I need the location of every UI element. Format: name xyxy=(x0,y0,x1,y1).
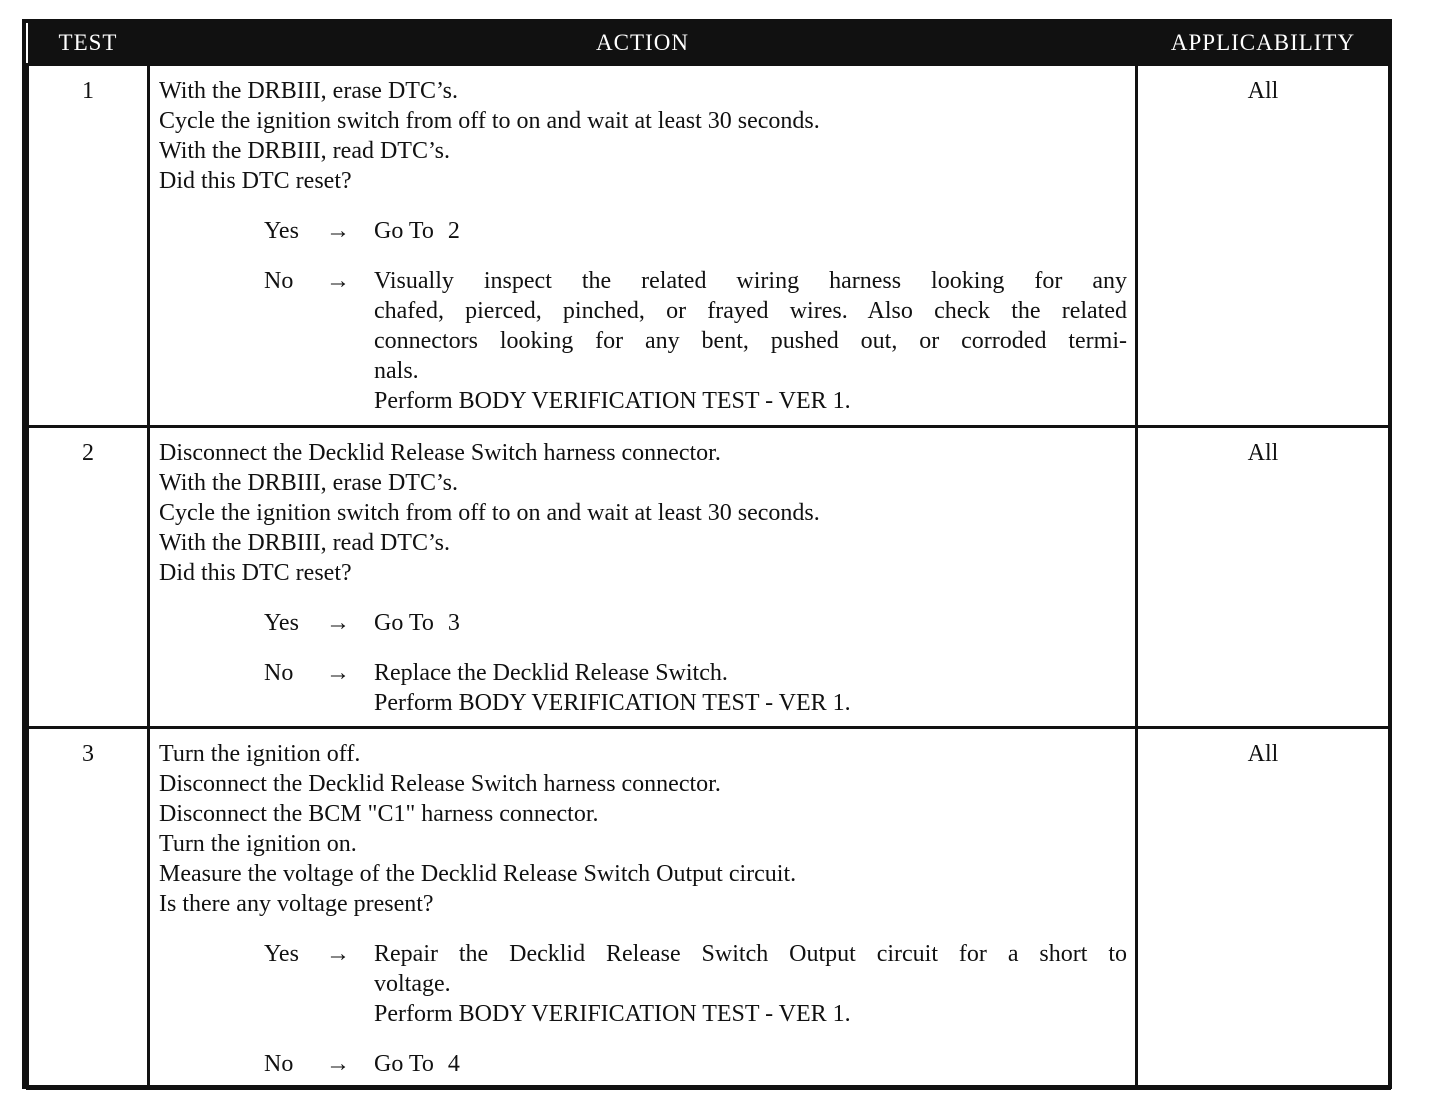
no-result xyxy=(374,1049,1127,1079)
action-step: Turn the ignition on. xyxy=(159,831,357,857)
goto-number: 2 xyxy=(447,218,460,244)
no-label: No xyxy=(264,1051,294,1077)
test-number: 1 xyxy=(28,65,149,427)
arrow-icon: → xyxy=(326,218,350,244)
arrow-icon: → xyxy=(326,1051,350,1077)
result-line: chafed, pierced, pinched, or frayed wires. Also check the related xyxy=(374,298,1127,324)
header-action: ACTION xyxy=(149,23,1137,65)
diagnostic-test-table xyxy=(22,19,1392,1089)
applicability-cell: All xyxy=(1137,427,1390,728)
applicability-cell: All xyxy=(1137,728,1390,1089)
action-step: Disconnect the Decklid Release Switch harness connector. xyxy=(159,771,721,797)
action-cell xyxy=(149,65,1137,427)
action-step: Turn the ignition off. xyxy=(159,741,361,767)
goto-label: Go To xyxy=(374,1051,434,1077)
result-line: Repair the Decklid Release Switch Output circuit for a short to xyxy=(374,941,1127,967)
table-row xyxy=(28,65,1390,427)
no-label: No xyxy=(264,268,294,294)
action-step: Did this DTC reset? xyxy=(159,168,352,194)
yes-result xyxy=(374,216,1127,246)
test-number: 2 xyxy=(28,427,149,728)
no-branch xyxy=(264,1049,1127,1079)
header-test: TEST xyxy=(28,23,149,65)
table-row xyxy=(28,728,1390,1089)
yes-branch xyxy=(264,939,1127,1029)
action-step: With the DRBIII, read DTC’s. xyxy=(159,138,450,164)
yes-branch xyxy=(264,608,1127,638)
action-step: With the DRBIII, erase DTC’s. xyxy=(159,78,458,104)
test-table xyxy=(26,23,1391,1090)
table-row xyxy=(28,427,1390,728)
action-step: With the DRBIII, erase DTC’s. xyxy=(159,470,458,496)
no-label: No xyxy=(264,660,294,686)
action-cell xyxy=(149,427,1137,728)
arrow-icon: → xyxy=(326,610,350,636)
action-step: Cycle the ignition switch from off to on and wait at least 30 seconds. xyxy=(159,108,820,134)
goto-label: Go To xyxy=(374,610,434,636)
action-step: With the DRBIII, read DTC’s. xyxy=(159,530,450,556)
goto-number: 4 xyxy=(447,1051,460,1077)
arrow-icon: → xyxy=(326,941,350,967)
yes-label: Yes xyxy=(264,941,299,967)
action-step: Disconnect the Decklid Release Switch harness connector. xyxy=(159,440,721,466)
table-header-row xyxy=(28,23,1390,65)
result-line: connectors looking for any bent, pushed out, or corroded termi- xyxy=(374,328,1127,354)
result-line: nals. xyxy=(374,358,419,384)
no-result xyxy=(374,658,1127,718)
action-cell xyxy=(149,728,1137,1089)
applicability-cell: All xyxy=(1137,65,1390,427)
action-step: Is there any voltage present? xyxy=(159,891,434,917)
goto-number: 3 xyxy=(447,610,460,636)
action-step: Did this DTC reset? xyxy=(159,560,352,586)
arrow-icon: → xyxy=(326,660,350,686)
result-line: Visually inspect the related wiring harness looking for any xyxy=(374,268,1127,294)
yes-branch xyxy=(264,216,1127,246)
action-step: Cycle the ignition switch from off to on and wait at least 30 seconds. xyxy=(159,500,820,526)
no-branch xyxy=(264,266,1127,416)
test-number: 3 xyxy=(28,728,149,1089)
result-line: Perform BODY VERIFICATION TEST - VER 1. xyxy=(374,388,851,414)
result-line: Perform BODY VERIFICATION TEST - VER 1. xyxy=(374,1001,851,1027)
action-step: Disconnect the BCM "C1" harness connector. xyxy=(159,801,599,827)
header-applicability: APPLICABILITY xyxy=(1137,23,1390,65)
result-line: Replace the Decklid Release Switch. xyxy=(374,660,728,686)
result-line: voltage. xyxy=(374,971,451,997)
no-branch xyxy=(264,658,1127,718)
goto-label: Go To xyxy=(374,218,434,244)
no-result xyxy=(374,266,1127,416)
yes-label: Yes xyxy=(264,610,299,636)
yes-result xyxy=(374,939,1127,1029)
arrow-icon: → xyxy=(326,268,350,294)
result-line: Perform BODY VERIFICATION TEST - VER 1. xyxy=(374,690,851,716)
yes-label: Yes xyxy=(264,218,299,244)
yes-result xyxy=(374,608,1127,638)
action-step: Measure the voltage of the Decklid Release Switch Output circuit. xyxy=(159,861,797,887)
